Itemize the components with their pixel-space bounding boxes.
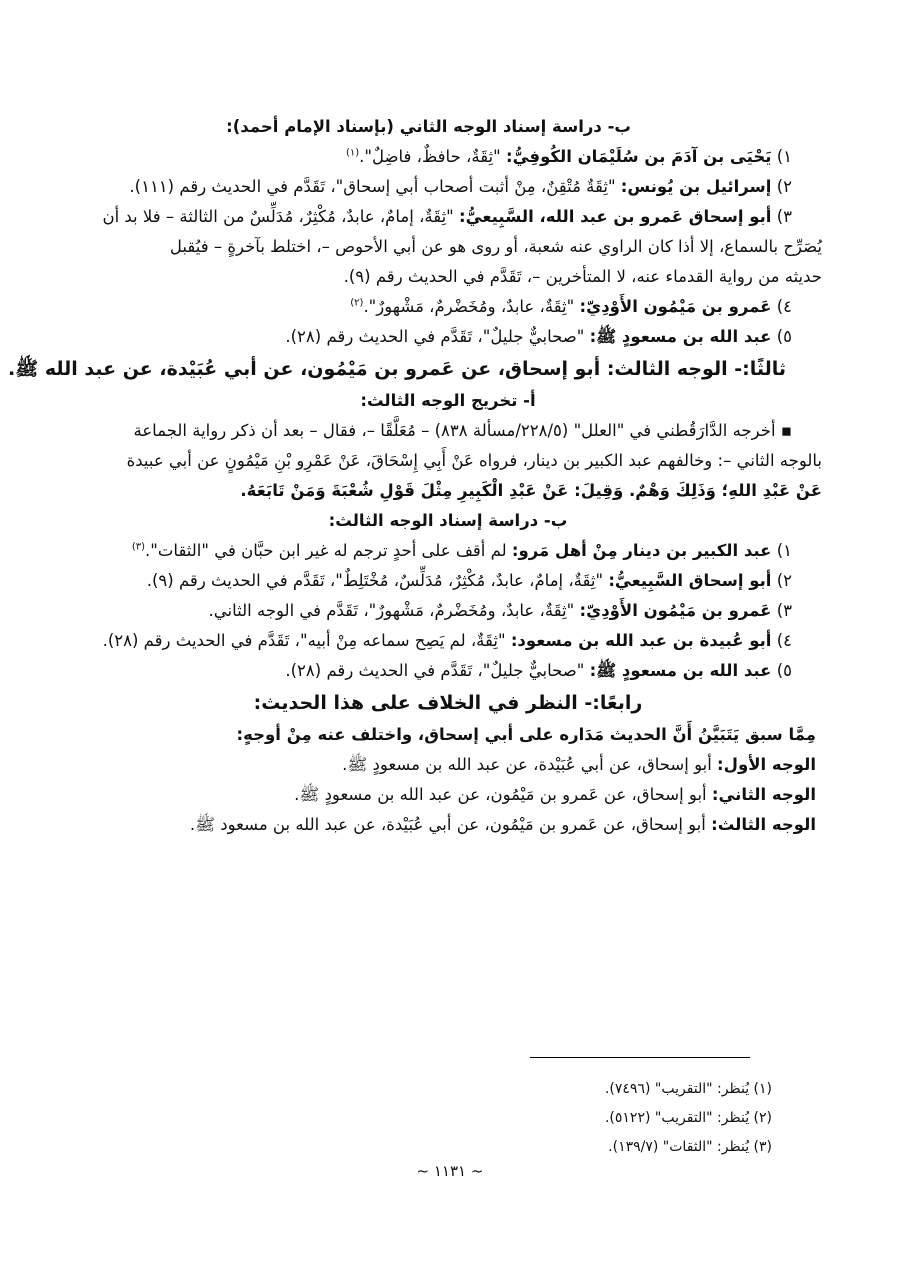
narrator-b3-2: ٢) أبو إسحاق السَّبِيعيُّ: "ثِقَةٌ، إمامٌ، عابدٌ، مُكْثِرٌ، مُدَلِّسٌ، مُخْتَلِطٌ"، تَقَدَّم في الحديث رقم (٩). — [146, 571, 792, 590]
footnote-3: (٣) يُنظر: "الثقات" (١٣٩/٧). — [608, 1139, 772, 1155]
third-aspect-heading: ثالثًا:- الوجه الثالث: أبو إسحاق، عن عَمرو بن مَيْمُون، عن أبي عُبَيْدة، عن عبد الله ﷺ. — [8, 358, 786, 380]
footnote-separator — [530, 1057, 750, 1058]
footnote-1: (١) يُنظر: "التقريب" (٧٤٩٦). — [604, 1081, 772, 1097]
footnote-ref: (١) — [345, 147, 360, 159]
wajh-1: الوجه الأول: أبو إسحاق، عن أبي عُبَيْدة، عن عبد الله بن مسعودٍ ﷺ. — [342, 755, 816, 774]
takhrij-line-1: ▪ أخرجه الدَّارَقُطني في "العلل" (٢٢٨/٥/مسألة ٨٣٨) – مُعَلَّقًا –، فقال – بعد أن ذكر رواية الجماعة — [133, 421, 792, 440]
narrator-4: ٤) عَمرو بن مَيْمُون الأَوْدِيّ: "ثِقَةٌ، عابدٌ، ومُخَضْرمٌ، مَشْهورٌ".$^{(٢)}$ — [350, 297, 792, 316]
takhrij-line-3: عَنْ عَبْدِ اللهِ؛ وَذَلِكَ وَهْمٌ. وَقِيلَ: عَنْ عَبْدِ الْكَبِيرِ مِثْلَ قَوْلِ شُعْبَةَ وَمَنْ تَابَعَهُ. — [240, 481, 822, 500]
section-b3-title: ب- دراسة إسناد الوجه الثالث: — [328, 511, 568, 530]
narrator-2: ٢) إسرائيل بن يُونس: "ثِقَةٌ مُتْقِنٌ، مِنْ أثبت أصحاب أبي إسحاق"، تَقَدَّم في الحديث رقم (١١١). — [129, 177, 792, 196]
takhrij-line-2: بالوجه الثاني –: وخالفهم عبد الكبير بن دينار، فرواه عَنْ أَبِي إِسْحَاقَ، عَنْ عَمْرِو بْنِ مَيْمُونٍ عن أبي عبيدة — [126, 451, 822, 470]
fourth-heading: رابعًا:- النظر في الخلاف على هذا الحديث: — [253, 692, 643, 714]
narrator-5: ٥) عبد الله بن مسعودٍ ﷺ: "صحابيٌّ جليلٌ"، تَقَدَّم في الحديث رقم (٢٨). — [285, 327, 792, 346]
page-number: ~ ١١٣١ ~ — [416, 1162, 484, 1180]
narrator-b3-4: ٤) أبو عُبيدة بن عبد الله بن مسعود: "ثِقَةٌ، لم يَصِح سماعه مِنْ أبيه"، تَقَدَّم في الحديث رقم (٢٨). — [102, 631, 792, 650]
narrator-3-cont-2: حديثه من رواية القدماء عنه، لا المتأخرين –، تَقَدَّم في الحديث رقم (٩). — [343, 267, 822, 286]
page-body — [8, 112, 822, 840]
footnote-ref: (٣) — [131, 541, 146, 553]
narrator-1: ١) يَحْيَى بن آدَمَ بن سُلَيْمَان الكُوفِيُّ: "ثِقَةٌ، حافظٌ، فاضِلٌ".$^{(١)}$ — [345, 147, 792, 166]
section-b2-title: ب- دراسة إسناد الوجه الثاني (بإسناد الإمام أحمد): — [226, 117, 631, 136]
wajh-2: الوجه الثاني: أبو إسحاق، عن عَمرو بن مَيْمُون، عن عبد الله بن مسعودٍ ﷺ. — [294, 785, 816, 804]
footnotes — [605, 1075, 772, 1162]
narrator-b3-1: ١) عبد الكبير بن دينار مِنْ أهل مَرو: لم أقف على أحدٍ ترجم له غير ابن حبَّان في "الثقات".$^{(٣)}$ — [131, 541, 792, 560]
wajh-3: الوجه الثالث: أبو إسحاق، عن عَمرو بن مَيْمُون، عن أبي عُبَيْدة، عن عبد الله بن مسعود ﷺ. — [189, 815, 816, 834]
narrator-3-cont-1: يُصَرِّح بالسماع، إلا أذا كان الراوي عنه شعبة، أو روى هو عن أبي الأحوص –، اختلط بآخرةٍ – فيُقبل — [169, 237, 822, 256]
footnote-2: (٢) يُنظر: "التقريب" (٥١٢٢). — [604, 1110, 772, 1126]
narrator-b3-5: ٥) عبد الله بن مسعودٍ ﷺ: "صحابيٌّ جليلٌ"، تَقَدَّم في الحديث رقم (٢٨). — [285, 661, 792, 680]
footnote-ref: (٢) — [350, 297, 364, 309]
takhrij-title: أ- تخريج الوجه الثالث: — [360, 391, 536, 410]
intro-line: مِمَّا سبق يَتَبَيَّنُ أَنَّ الحديث مَدَاره على أبي إسحاق، واختلف عنه مِنْ أوجهٍ: — [236, 725, 816, 744]
narrator-b3-3: ٣) عَمرو بن مَيْمُون الأَوْدِيّ: "ثِقَةٌ، عابدٌ، ومُخَضْرمٌ، مَشْهورٌ"، تَقَدَّم في الوجه الثاني. — [208, 601, 792, 620]
narrator-3: ٣) أبو إسحاق عَمرو بن عبد الله، السَّبِيعيُّ: "ثِقَةٌ، إمامٌ، عابدٌ، مُكْثِرٌ، مُدَلِّسٌ من الثالثة – فلا بد أن — [102, 207, 792, 226]
